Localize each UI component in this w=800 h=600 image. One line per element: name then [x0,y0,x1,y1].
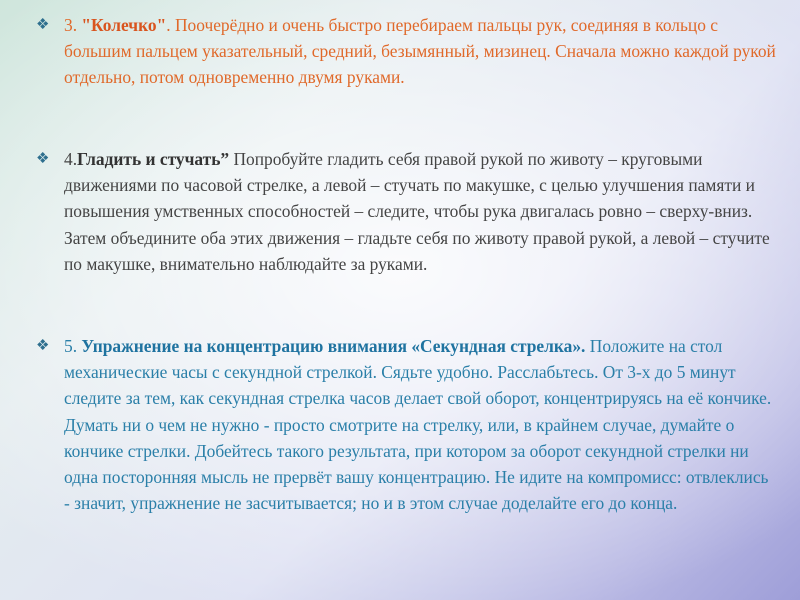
exercise-3-number: 3. [64,15,82,35]
exercise-5-text [64,333,776,516]
exercise-5-body: Положите на стол механические часы с секундной стрелкой. Сядьте удобно. Расслабьтесь. От 3-х до 5 минут следите за тем, как секундная стрелка часов делает свой оборот, концентрируясь на её кончике. Думать ни о чем не нужно - просто смотрите на стрелку, или, в крайнем случае, думайте о кончике стрелки. Добейтесь такого результата, при котором за оборот секундной стрелки ни одна посторонняя мысль не прервёт вашу концентрацию. Не идите на компромисс: отвлеклись - значит, упражнение не засчитывается; но и в этом случае доделайте его до конца. [64,336,772,514]
exercise-5-title: Упражнение на концентрацию внимания «Секундная стрелка». [81,336,586,356]
exercise-4-number: 4. [64,149,78,169]
exercise-5-number: 5. [64,336,82,356]
diamond-bullet-icon: ❖ [36,151,50,167]
list-item-exercise-3 [36,12,776,91]
list-item-exercise-4 [36,146,776,277]
list-item-exercise-5 [36,333,776,516]
exercise-4-title: Гладить и стучать” [77,149,230,169]
exercise-3-body: . Поочерёдно и очень быстро перебираем пальцы рук, соединяя в кольцо с большим пальцем указательный, средний, безымянный, мизинец. Сначала можно каждой рукой отдельно, потом одновременно двумя руками. [64,15,776,88]
diamond-bullet-icon: ❖ [36,17,50,33]
exercise-3-title: "Колечко" [81,15,167,35]
exercise-4-text [64,146,776,277]
exercise-3-text [64,12,776,91]
diamond-bullet-icon: ❖ [36,338,50,354]
exercise-4-body: Попробуйте гладить себя правой рукой по животу – круговыми движениями по часовой стрелке, а левой – стучать по макушке, с целью улучшения памяти и повышения умственных способностей – следите, чтобы рука двигалась ровно – сверху-вниз. Затем объедините оба этих движения – гладьте себя по животу правой рукой, а левой – стучите по макушке, внимательно наблюдайте за руками. [64,149,770,274]
